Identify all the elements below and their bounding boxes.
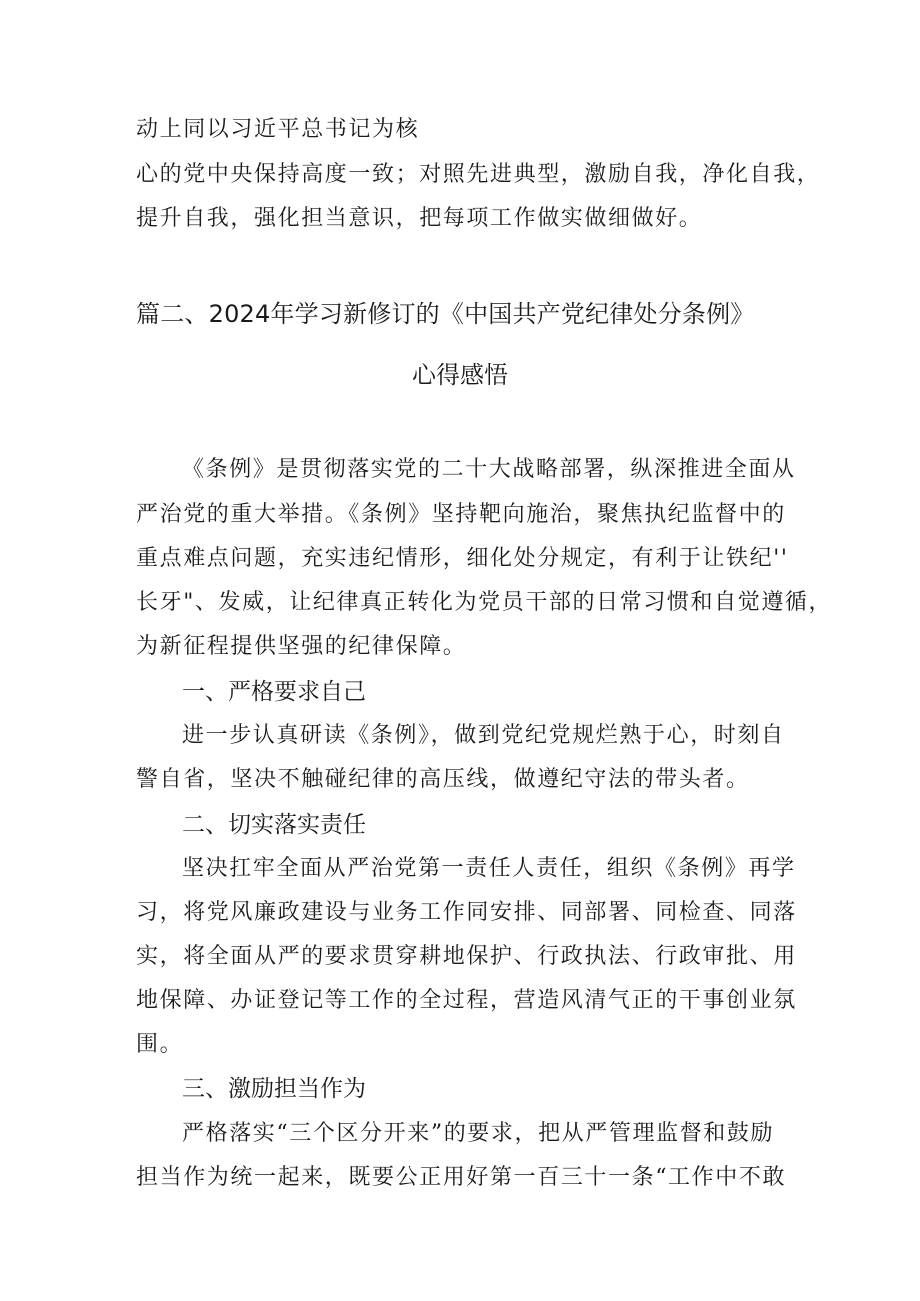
- paragraph-line: 为新征程提供坚强的纪律保障。: [136, 634, 467, 659]
- paragraph-line: 严格落实“三个区分开来”的要求，把从严管理监督和鼓励: [182, 1121, 775, 1146]
- paragraph-line: 《条例》是贯彻落实党的二十大战略部署，纵深推进全面从: [182, 457, 796, 482]
- paragraph-line: 习，将党风廉政建设与业务工作同安排、同部署、同检查、同落: [136, 900, 797, 925]
- paragraph-line: 重点难点问题，充实违纪情形，细化处分规定，有利于让铁纪'': [136, 546, 789, 571]
- section-heading: 二、切实落实责任: [182, 812, 366, 838]
- paragraph-line: 心的党中央保持高度一致；对照先进典型，激励自我，净化自我，: [136, 162, 821, 187]
- paragraph-line: 动上同以习近平总书记为核: [136, 117, 420, 142]
- paragraph-line: 围。: [136, 1032, 184, 1057]
- paragraph-line: 担当作为统一起来，既要公正用好第一百三十一条“工作中不敢: [136, 1165, 787, 1190]
- section-title: 篇二、2024年学习新修订的《中国共产党纪律处分条例》: [136, 300, 755, 328]
- paragraph-line: 坚决扛牢全面从严治党第一责任人责任，组织《条例》再学: [182, 856, 796, 881]
- paragraph-line: 进一步认真研读《条例》，做到党纪党规烂熟于心，时刻自: [182, 723, 785, 748]
- paragraph-line: 实，将全面从严的要求贯穿耕地保护、行政执法、行政审批、用: [136, 944, 797, 969]
- paragraph-line: 长牙"、发威，让纪律真正转化为党员干部的日常习惯和自觉遵循，: [136, 590, 833, 615]
- paragraph-line: 严治党的重大举措。《条例》坚持靶向施治，聚焦执纪监督中的: [136, 502, 786, 527]
- paragraph-line: 地保障、办证登记等工作的全过程，营造风清气正的干事创业氛: [136, 988, 797, 1013]
- section-heading: 一、严格要求自己: [182, 679, 366, 705]
- section-subtitle: 心得感悟: [412, 361, 508, 389]
- paragraph-line: 提升自我，强化担当意识，把每项工作做实做细做好。: [136, 206, 703, 231]
- paragraph-line: 警自省，坚决不触碰纪律的高压线，做遵纪守法的带头者。: [136, 767, 750, 792]
- section-heading: 三、激励担当作为: [182, 1076, 366, 1102]
